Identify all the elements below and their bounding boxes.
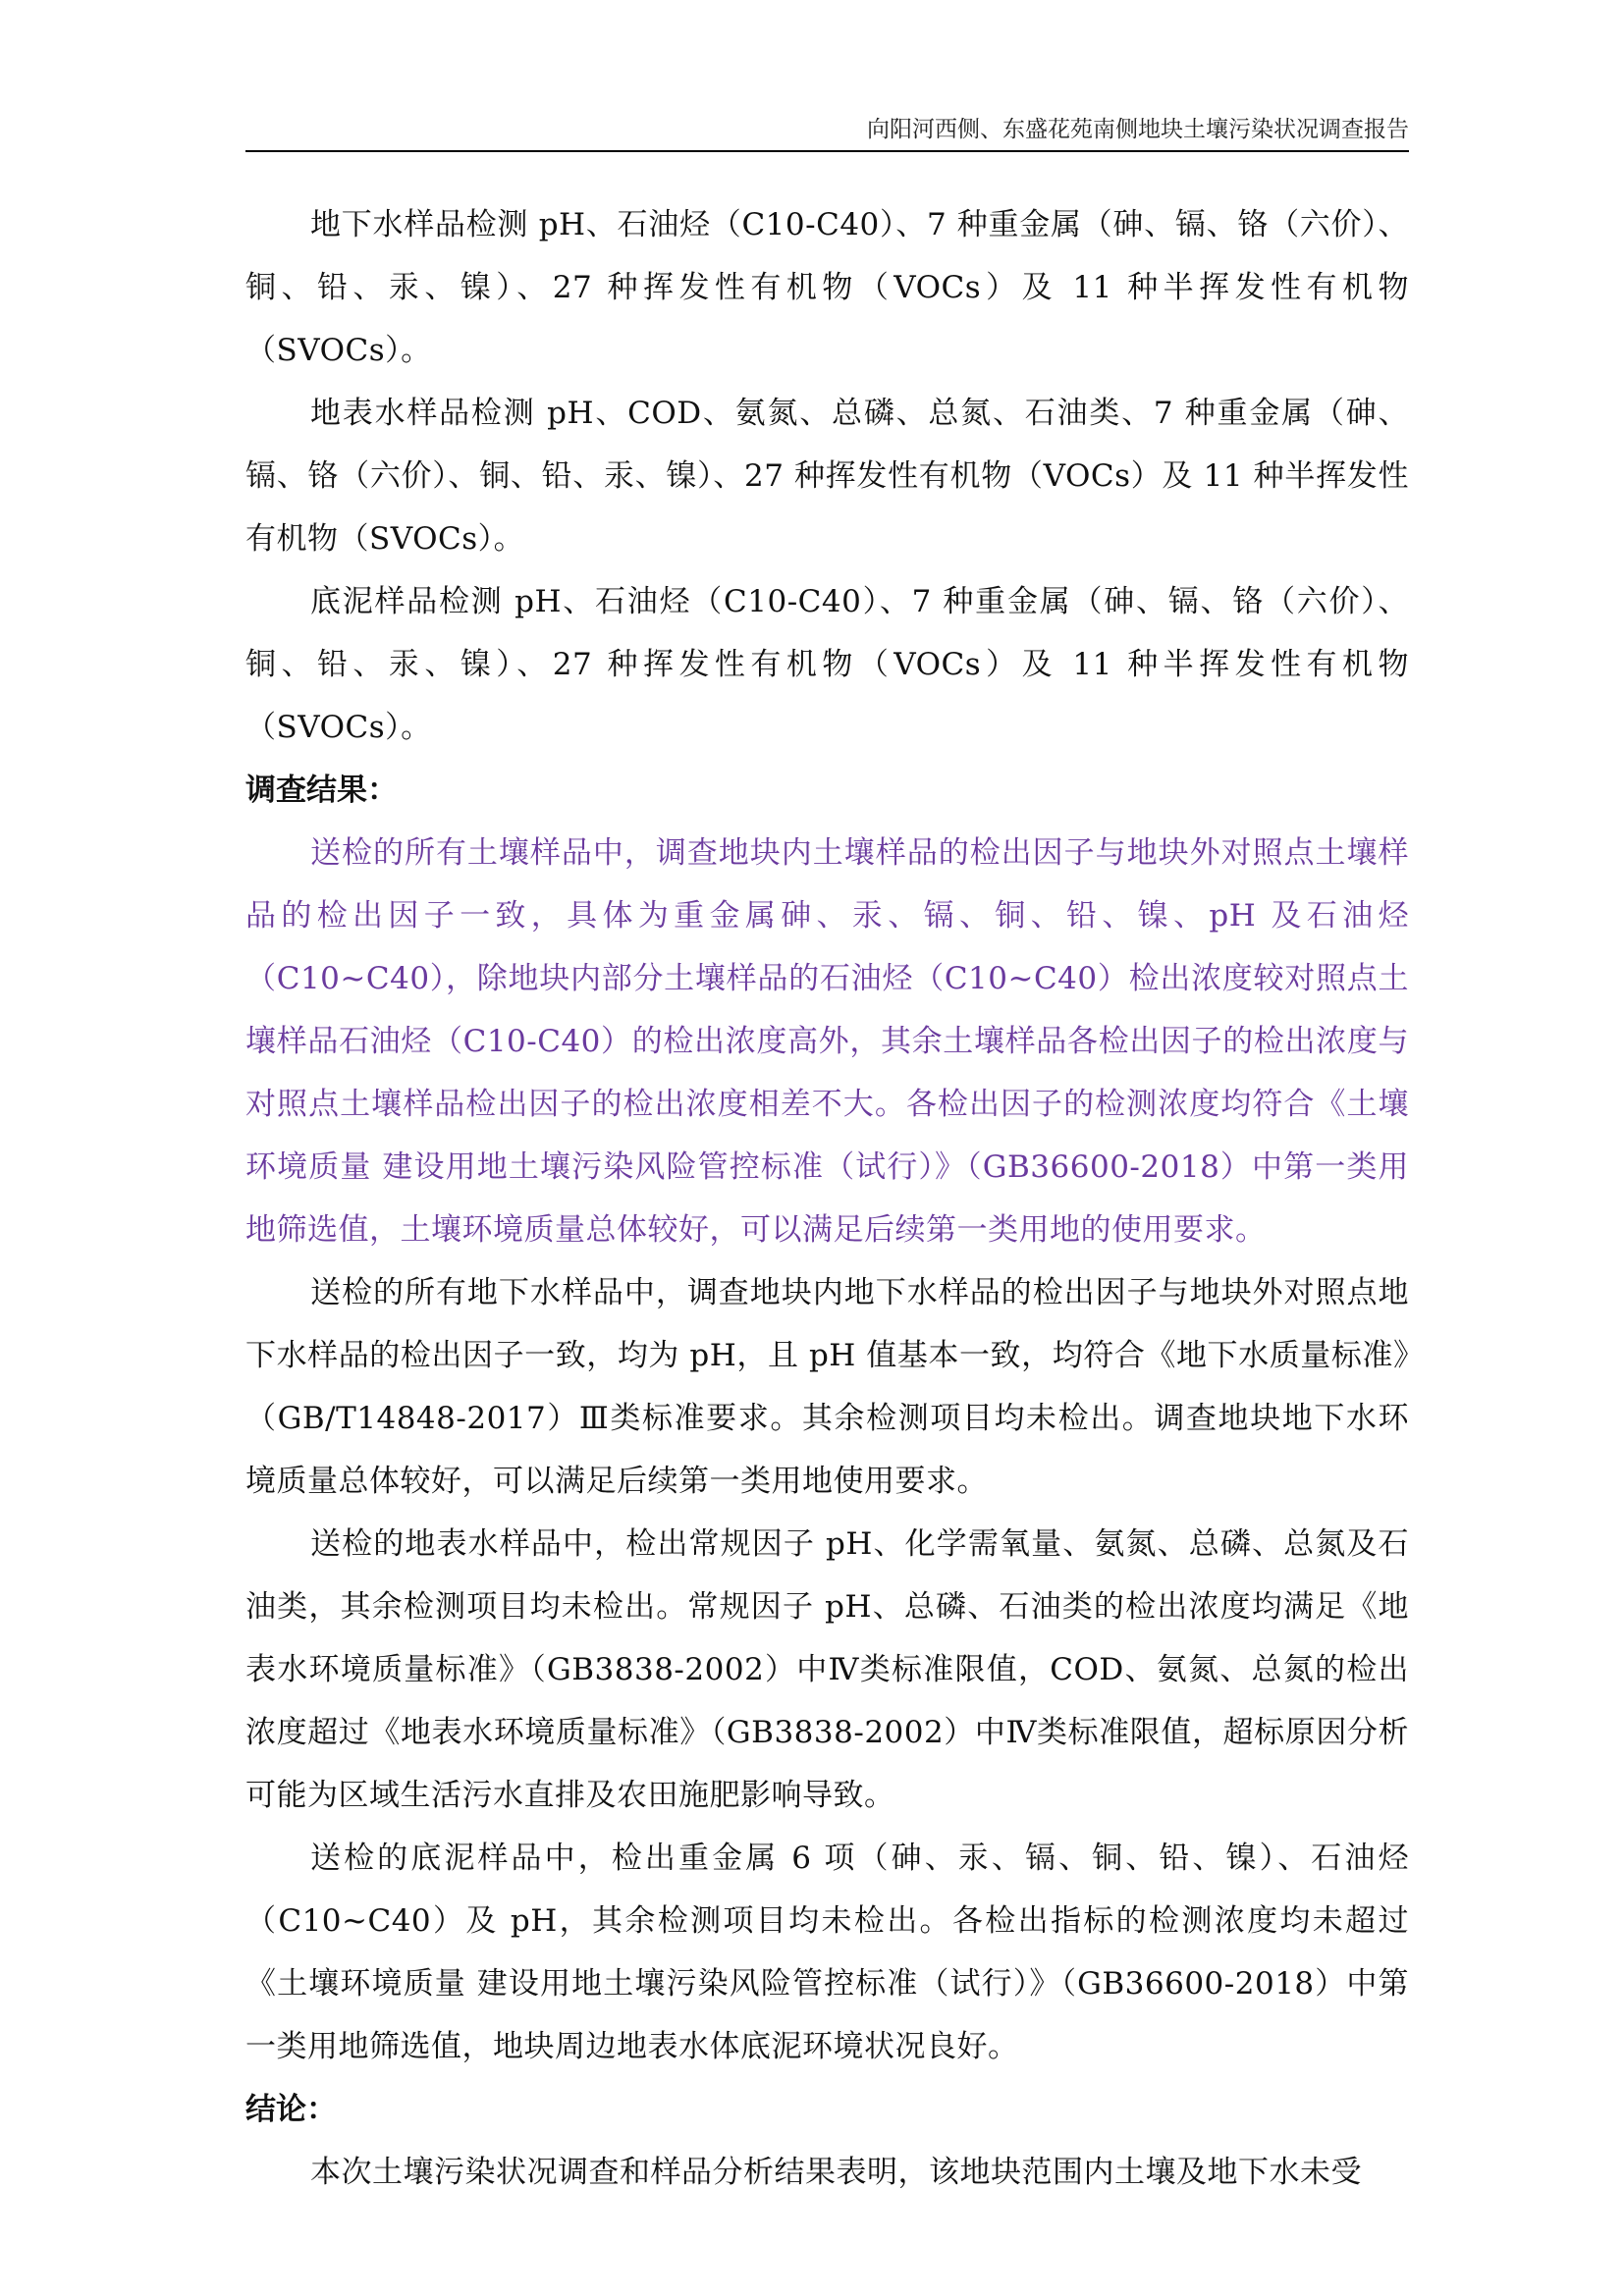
sediment-results-paragraph: 送检的底泥样品中，检出重金属 6 项（砷、汞、镉、铜、铅、镍）、石油烃（C10~C40）及 pH，其余检测项目均未检出。各检出指标的检测浓度均未超过《土壤环境质量 建设用地土壤污染风险管控标准（试行）》（GB36600-2018）中第一类用地筛选值，地块周边地表水体底泥环境状况良好。 xyxy=(245,1841,1409,2064)
conclusion-heading: 结论： xyxy=(245,2092,337,2127)
soil-results-paragraph: 送检的所有土壤样品中，调查地块内土壤样品的检出因子与地块外对照点土壤样品的检出因子一致，具体为重金属砷、汞、镉、铜、铅、镍、pH 及石油烃（C10~C40），除地块内部分土壤样品的石油烃（C10~C40）检出浓度较对照点土壤样品石油烃（C10-C40）的检出浓度高外，其余土壤样品各检出因子的检出浓度与对照点土壤样品检出因子的检出浓度相差不大。各检出因子的检测浓度均符合《土壤环境质量 建设用地土壤污染风险管控标准（试行）》（GB36600-2018）中第一类用地筛选值，土壤环境质量总体较好，可以满足后续第一类用地的使用要求。 xyxy=(245,835,1409,1248)
groundwater-results-paragraph: 送检的所有地下水样品中，调查地块内地下水样品的检出因子与地块外对照点地下水样品的检出因子一致，均为 pH，且 pH 值基本一致，均符合《地下水质量标准》（GB/T14848-2017）Ⅲ类标准要求。其余检测项目均未检出。调查地块地下水环境质量总体较好，可以满足后续第一类用地使用要求。 xyxy=(245,1275,1409,1499)
document-body xyxy=(245,193,1409,2204)
results-heading: 调查结果： xyxy=(245,773,398,808)
header-divider xyxy=(245,150,1409,152)
surface-water-test-items-paragraph: 地表水样品检测 pH、COD、氨氮、总磷、总氮、石油类、7 种重金属（砷、镉、铬（六价）、铜、铅、汞、镍）、27 种挥发性有机物（VOCs）及 11 种半挥发性有机物（SVOCs）。 xyxy=(245,396,1409,557)
surface-water-results-paragraph: 送检的地表水样品中，检出常规因子 pH、化学需氧量、氨氮、总磷、总氮及石油类，其余检测项目均未检出。常规因子 pH、总磷、石油类的检出浓度均满足《地表水环境质量标准》（GB3838-2002）中Ⅳ类标准限值，COD、氨氮、总氮的检出浓度超过《地表水环境质量标准》（GB3838-2002）中Ⅳ类标准限值，超标原因分析可能为区域生活污水直排及农田施肥影响导致。 xyxy=(245,1526,1409,1813)
sediment-test-items-paragraph: 底泥样品检测 pH、石油烃（C10-C40）、7 种重金属（砷、镉、铬（六价）、铜、铅、汞、镍）、27 种挥发性有机物（VOCs）及 11 种半挥发性有机物（SVOCs）。 xyxy=(245,584,1409,745)
groundwater-test-items-paragraph: 地下水样品检测 pH、石油烃（C10-C40）、7 种重金属（砷、镉、铬（六价）、铜、铅、汞、镍）、27 种挥发性有机物（VOCs）及 11 种半挥发性有机物（SVOCs）。 xyxy=(245,207,1409,368)
conclusion-paragraph: 本次土壤污染状况调查和样品分析结果表明，该地块范围内土壤及地下水未受 xyxy=(310,2155,1362,2190)
page-header: 向阳河西侧、东盛花苑南侧地块土壤污染状况调查报告 xyxy=(867,117,1409,142)
